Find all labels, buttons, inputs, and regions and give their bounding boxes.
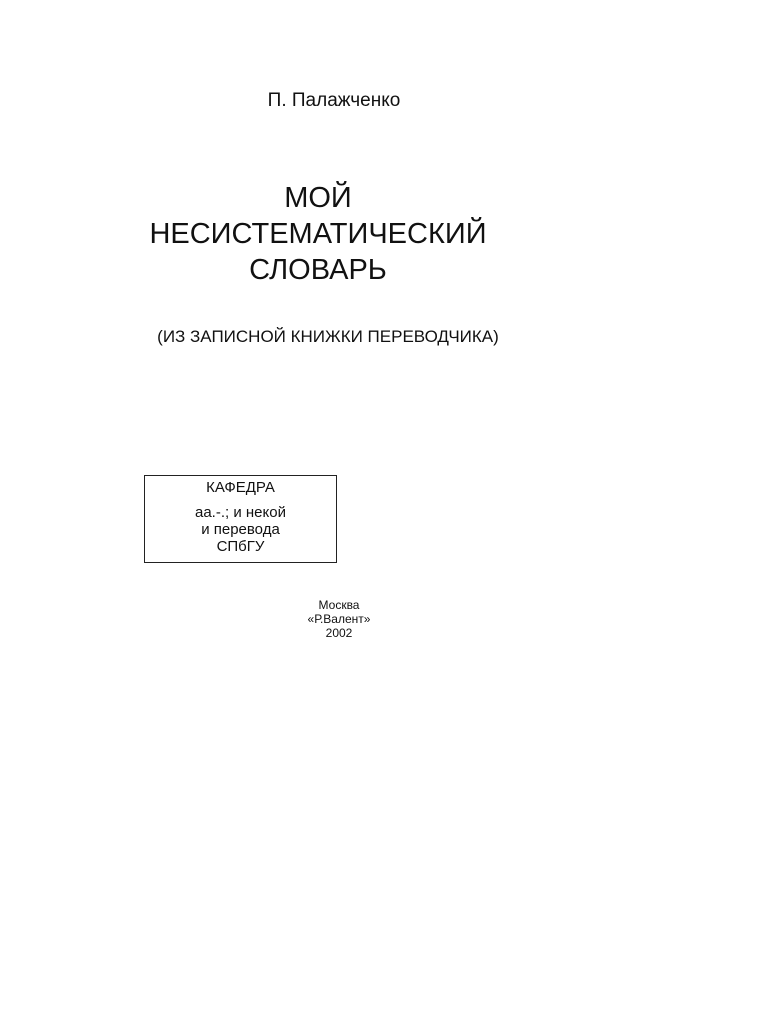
library-stamp	[144, 475, 337, 563]
book-subtitle: (ИЗ ЗАПИСНОЙ КНИЖКИ ПЕРЕВОДЧИКА)	[157, 327, 499, 346]
imprint-city: Москва	[318, 598, 360, 612]
stamp-body	[145, 504, 336, 555]
title-line-1: МОЙ	[284, 182, 352, 214]
stamp-heading: КАФЕДРА	[206, 479, 275, 496]
imprint-publisher: «Р.Валент»	[307, 612, 371, 626]
book-title	[0, 180, 636, 288]
stamp-line-1: аа.-.; и некой	[195, 504, 286, 521]
imprint-year: 2002	[325, 626, 353, 640]
publication-imprint	[0, 598, 678, 640]
author-name: П. Палажченко	[267, 90, 401, 111]
stamp-line-3: СПбГУ	[216, 538, 265, 555]
title-line-3: СЛОВАРЬ	[249, 254, 387, 286]
stamp-line-2: и перевода	[201, 521, 280, 538]
title-line-2: НЕСИСТЕМАТИЧЕСКИЙ	[149, 218, 487, 250]
